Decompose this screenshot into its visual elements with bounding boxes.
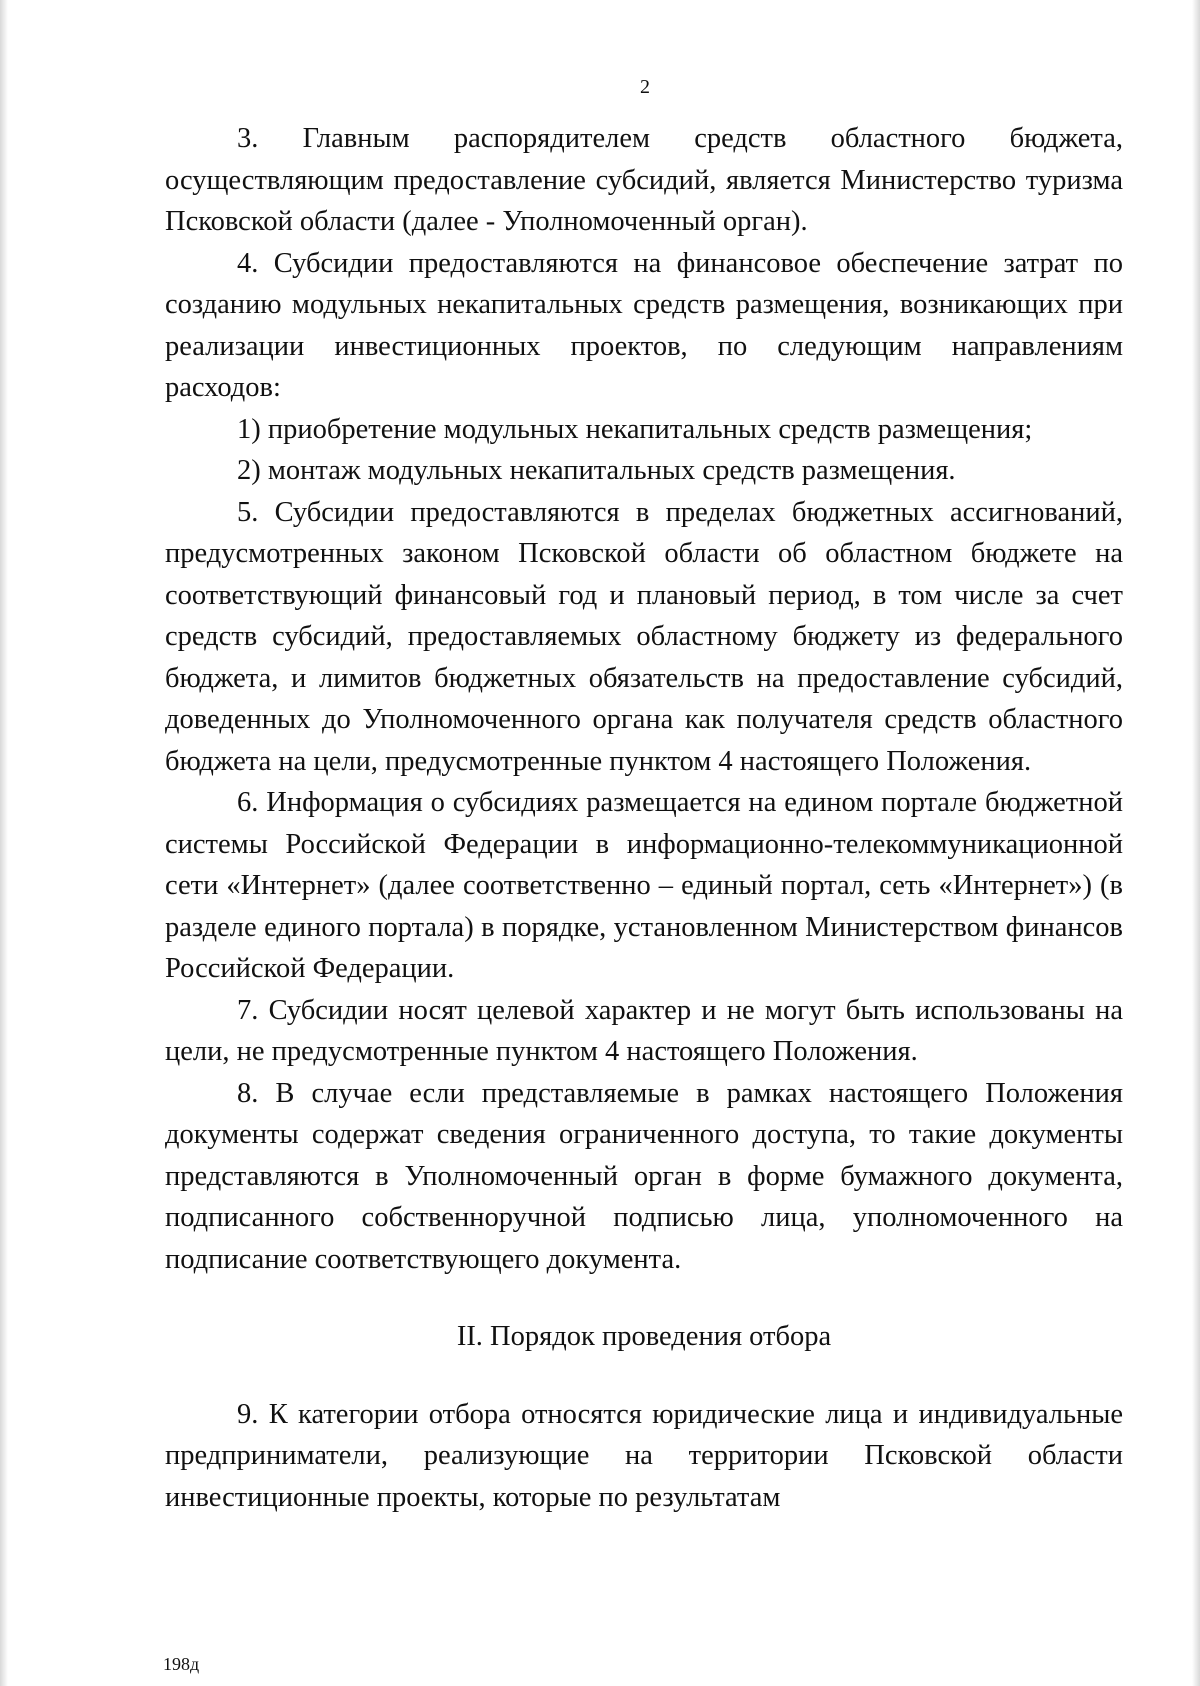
page-number: 2 — [640, 76, 650, 98]
list-item-2: 2) монтаж модульных некапитальных средств размещения. — [237, 455, 956, 486]
paragraph-7: 7. Субсидии носят целевой характер и не могут быть использованы на цели, не предусмотренные пунктом 4 настоящего Положения. — [165, 994, 1123, 1067]
paragraph-9: 9. К категории отбора относятся юридические лица и индивидуальные предприниматели, реализующие на территории Псковской области инвестиционные проекты, которые по результатам — [165, 1398, 1123, 1513]
paragraph-8: 8. В случае если представляемые в рамках настоящего Положения документы содержат сведения ограниченного доступа, то такие документы представляются в Уполномоченный орган в форме бумажного документа, подписанного собственноручной подписью лица, уполномоченного на подписание соответствующего документа. — [165, 1077, 1123, 1275]
document-body — [165, 118, 1123, 1518]
paragraph-5: 5. Субсидии предоставляются в пределах бюджетных ассигнований, предусмотренных законом Псковской области об областном бюджете на соответствующий финансовый год и плановый период, в том числе за счет средств субсидий, предоставляемых областному бюджету из федерального бюджета, и лимитов бюджетных обязательств на предоставление субсидий, доведенных до Уполномоченного органа как получателя средств областного бюджета на цели, предусмотренные пунктом 4 настоящего Положения. — [165, 496, 1123, 777]
scan-edge-right — [1192, 0, 1200, 1686]
paragraph-4: 4. Субсидии предоставляются на финансовое обеспечение затрат по созданию модульных некапитальных средств размещения, возникающих при реализации инвестиционных проектов, по следующим направлениям расходов: — [165, 247, 1123, 403]
paragraph-3: 3. Главным распорядителем средств областного бюджета, осуществляющим предоставление субсидий, является Министерство туризма Псковской области (далее - Уполномоченный орган). — [165, 123, 1123, 237]
list-item-1: 1) приобретение модульных некапитальных средств размещения; — [237, 413, 1033, 445]
paragraph-6: 6. Информация о субсидиях размещается на едином портале бюджетной системы Российской Федерации в информационно-телекоммуникационной сети «Интернет» (далее соответственно – единый портал, сеть «Интернет») (в разделе единого портала) в порядке, установленном Министерством финансов Российской Федерации. — [165, 787, 1123, 984]
document-code: 198д — [163, 1654, 200, 1674]
scan-edge-left — [0, 0, 8, 1686]
section-heading: II. Порядок проведения отбора — [456, 1321, 832, 1352]
